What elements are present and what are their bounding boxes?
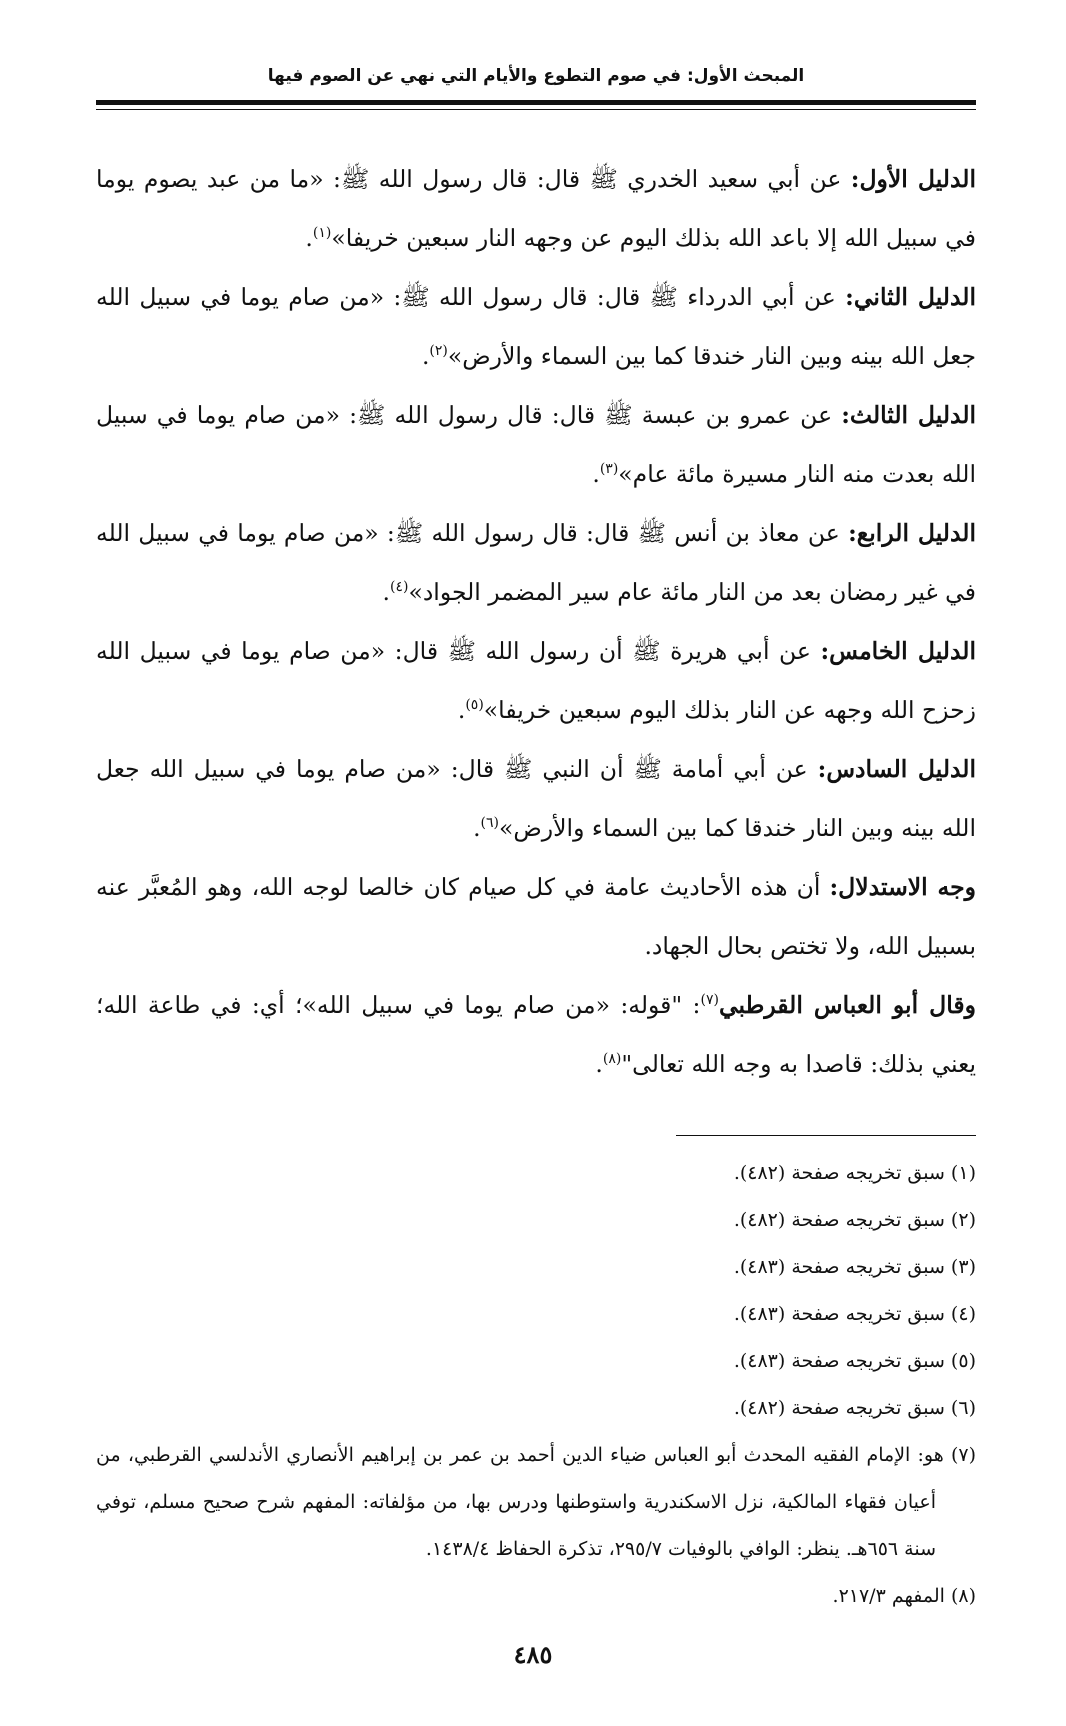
footnote-ref[interactable]: (١) <box>312 225 332 242</box>
paragraph-evidence-3 <box>96 386 976 504</box>
paragraph-lead: الدليل السادس: <box>817 755 976 783</box>
footnote-6: (٦) سبق تخريجه صفحة (٤٨٢). <box>733 1397 976 1419</box>
paragraph-text: عن أبي هريرة ﷺ أن رسول الله ﷺ قال: «من صام يوما في سبيل الله زحزح الله وجهه عن النار بذلك اليوم سبعين خريفا» <box>96 637 976 724</box>
footnote-ref[interactable]: (٨) <box>602 1051 622 1068</box>
footnotes <box>96 1150 976 1620</box>
paragraph-text: : "قوله: «من صام يوما في سبيل الله»؛ أي: في طاعة الله؛ يعني بذلك: قاصدا به وجه الله تعالى" <box>96 991 976 1078</box>
footnote-ref[interactable]: (٣) <box>599 461 619 478</box>
page-number: ٤٨٥ <box>513 1640 553 1669</box>
footnote-8: (٨) المفهم ٢١٧/٣. <box>832 1585 976 1607</box>
paragraph-end: . <box>305 224 313 252</box>
footnote-separator <box>676 1135 976 1136</box>
paragraph-end: . <box>473 814 481 842</box>
paragraph-qurtubi <box>96 976 976 1094</box>
footnote-5: (٥) سبق تخريجه صفحة (٤٨٣). <box>733 1350 976 1372</box>
running-header: المبحث الأول: في صوم التطوع والأيام التي نهي عن الصوم فيها <box>267 66 805 86</box>
footnote-ref[interactable]: (٢) <box>429 343 448 360</box>
paragraph-lead: الدليل الأول: <box>850 165 976 193</box>
paragraph-lead: الدليل الخامس: <box>820 637 976 665</box>
paragraph-text: عن أبي الدرداء ﷺ قال: قال رسول الله ﷺ: «من صام يوما في سبيل الله جعل الله بينه وبين النار خندقا كما بين السماء والأرض» <box>96 283 976 370</box>
paragraph-end: . <box>382 578 390 606</box>
paragraph-end: . <box>592 460 600 488</box>
footnote-ref[interactable]: (٤) <box>390 579 409 596</box>
paragraph-evidence-2 <box>96 268 976 386</box>
footnote-7: (٧) هو: الإمام الفقيه المحدث أبو العباس ضياء الدين أحمد بن عمر بن إبراهيم الأنصاري الأندلسي القرطبي، من أعيان فقهاء المالكية، نزل الاسكندرية واستوطنها ودرس بها، من مؤلفاته: المفهم شرح صحيح مسلم، توفي سنة ٦٥٦هـ. ينظر: الوافي بالوفيات ٢٩٥/٧، تذكرة الحفاظ ١٤٣٨/٤. <box>96 1444 976 1560</box>
paragraph-text: عن أبي سعيد الخدري ﷺ قال: قال رسول الله ﷺ: «ما من عبد يصوم يوما في سبيل الله إلا باعد الله بذلك اليوم عن وجهه النار سبعين خريفا» <box>96 165 976 252</box>
paragraph-text: عن معاذ بن أنس ﷺ قال: قال رسول الله ﷺ: «من صام يوما في سبيل الله في غير رمضان بعد من النار مائة عام سير المضمر الجواد» <box>96 519 976 606</box>
footnote-ref[interactable]: (٦) <box>480 815 500 832</box>
paragraph-lead: الدليل الثالث: <box>841 401 977 429</box>
paragraph-end: . <box>421 342 430 370</box>
paragraph-inference <box>96 858 976 976</box>
footnote-2: (٢) سبق تخريجه صفحة (٤٨٢). <box>733 1209 976 1231</box>
footnote-1: (١) سبق تخريجه صفحة (٤٨٢). <box>733 1162 976 1184</box>
footnote-ref[interactable]: (٧) <box>700 992 719 1009</box>
paragraph-evidence-1 <box>96 150 976 268</box>
paragraph-evidence-5 <box>96 622 976 740</box>
footnote-ref[interactable]: (٥) <box>465 697 484 714</box>
paragraph-end: . <box>457 696 466 724</box>
footnote-3: (٣) سبق تخريجه صفحة (٤٨٣). <box>733 1256 976 1278</box>
header-rule-thick <box>96 100 976 105</box>
paragraph-lead: الدليل الرابع: <box>848 519 976 547</box>
paragraph-evidence-4 <box>96 504 976 622</box>
paragraph-text: عن أبي أمامة ﷺ أن النبي ﷺ قال: «من صام يوما في سبيل الله جعل الله بينه وبين النار خندقا كما بين السماء والأرض» <box>96 755 976 842</box>
footnote-4: (٤) سبق تخريجه صفحة (٤٨٣). <box>733 1303 976 1325</box>
paragraph-end: . <box>595 1050 603 1078</box>
paragraph-text: أن هذه الأحاديث عامة في كل صيام كان خالصا لوجه الله، وهو المُعبَّر عنه بسبيل الله، ولا تختص بحال الجهاد. <box>96 873 976 960</box>
paragraph-lead: وجه الاستدلال: <box>829 873 977 901</box>
paragraph-lead: الدليل الثاني: <box>845 283 976 311</box>
body-text <box>96 150 976 1094</box>
paragraph-evidence-6 <box>96 740 976 858</box>
paragraph-lead: وقال أبو العباس القرطبي <box>718 991 976 1019</box>
header-rule-thin <box>96 109 976 110</box>
paragraph-text: عن عمرو بن عبسة ﷺ قال: قال رسول الله ﷺ: «من صام يوما في سبيل الله بعدت منه النار مسيرة مائة عام» <box>96 401 976 488</box>
